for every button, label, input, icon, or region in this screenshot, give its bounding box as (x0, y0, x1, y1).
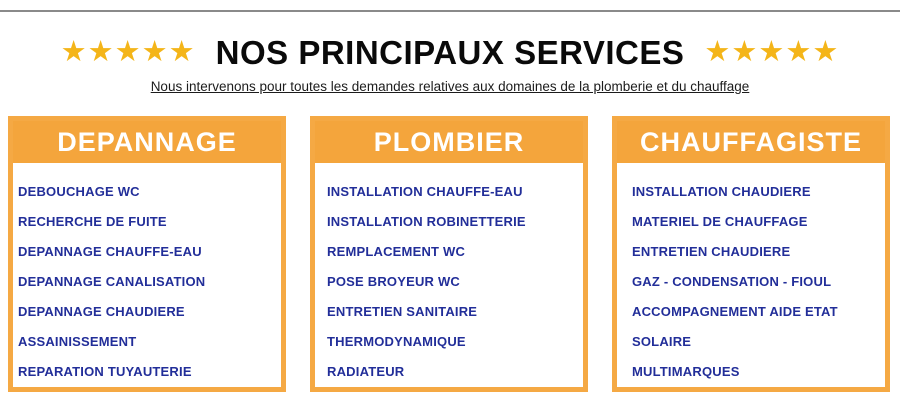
service-item: REMPLACEMENT WC (327, 243, 466, 259)
service-item: DEPANNAGE CANALISATION (18, 273, 206, 289)
service-item: GAZ - CONDENSATION - FIOUL (632, 273, 832, 289)
service-item: INSTALLATION CHAUFFE-EAU (327, 183, 523, 199)
service-item: SOLAIRE (632, 333, 692, 349)
service-item: ASSAINISSEMENT (18, 333, 137, 349)
service-item: DEPANNAGE CHAUDIERE (18, 303, 185, 319)
service-item: ACCOMPAGNEMENT AIDE ETAT (632, 303, 838, 319)
top-divider (0, 10, 900, 12)
service-item: INSTALLATION ROBINETTERIE (327, 213, 526, 229)
service-item: THERMODYNAMIQUE (327, 333, 466, 349)
service-item: ENTRETIEN CHAUDIERE (632, 243, 791, 259)
service-item: DEPANNAGE CHAUFFE-EAU (18, 243, 202, 259)
subtitle: Nous intervenons pour toutes les demandes relatives aux domaines de la plomberie et du chauffage (150, 79, 750, 94)
title-row (0, 30, 900, 74)
service-item: POSE BROYEUR WC (327, 273, 461, 289)
service-item: REPARATION TUYAUTERIE (18, 363, 192, 379)
services-columns (8, 116, 890, 392)
service-item: ENTRETIEN SANITAIRE (327, 303, 478, 319)
page-title: NOS PRINCIPAUX SERVICES (215, 33, 685, 71)
service-item: RADIATEUR (327, 363, 405, 379)
card-body-chauffagiste (617, 163, 885, 386)
service-item: MULTIMARQUES (632, 363, 740, 379)
service-item: MATERIEL DE CHAUFFAGE (632, 213, 808, 229)
card-body-depannage (13, 163, 281, 386)
stars-left-icon: ★★★★★ (60, 35, 196, 68)
stars-right-icon: ★★★★★ (704, 35, 840, 68)
card-title-chauffagiste: CHAUFFAGISTE (617, 121, 885, 163)
card-title-plombier: PLOMBIER (315, 121, 583, 163)
card-body-plombier (315, 163, 583, 386)
card-depannage (8, 116, 286, 392)
card-chauffagiste (612, 116, 890, 392)
card-plombier (310, 116, 588, 392)
card-title-depannage: DEPANNAGE (13, 121, 281, 163)
service-item: DEBOUCHAGE WC (18, 183, 140, 199)
service-item: RECHERCHE DE FUITE (18, 213, 167, 229)
service-item: INSTALLATION CHAUDIERE (632, 183, 811, 199)
